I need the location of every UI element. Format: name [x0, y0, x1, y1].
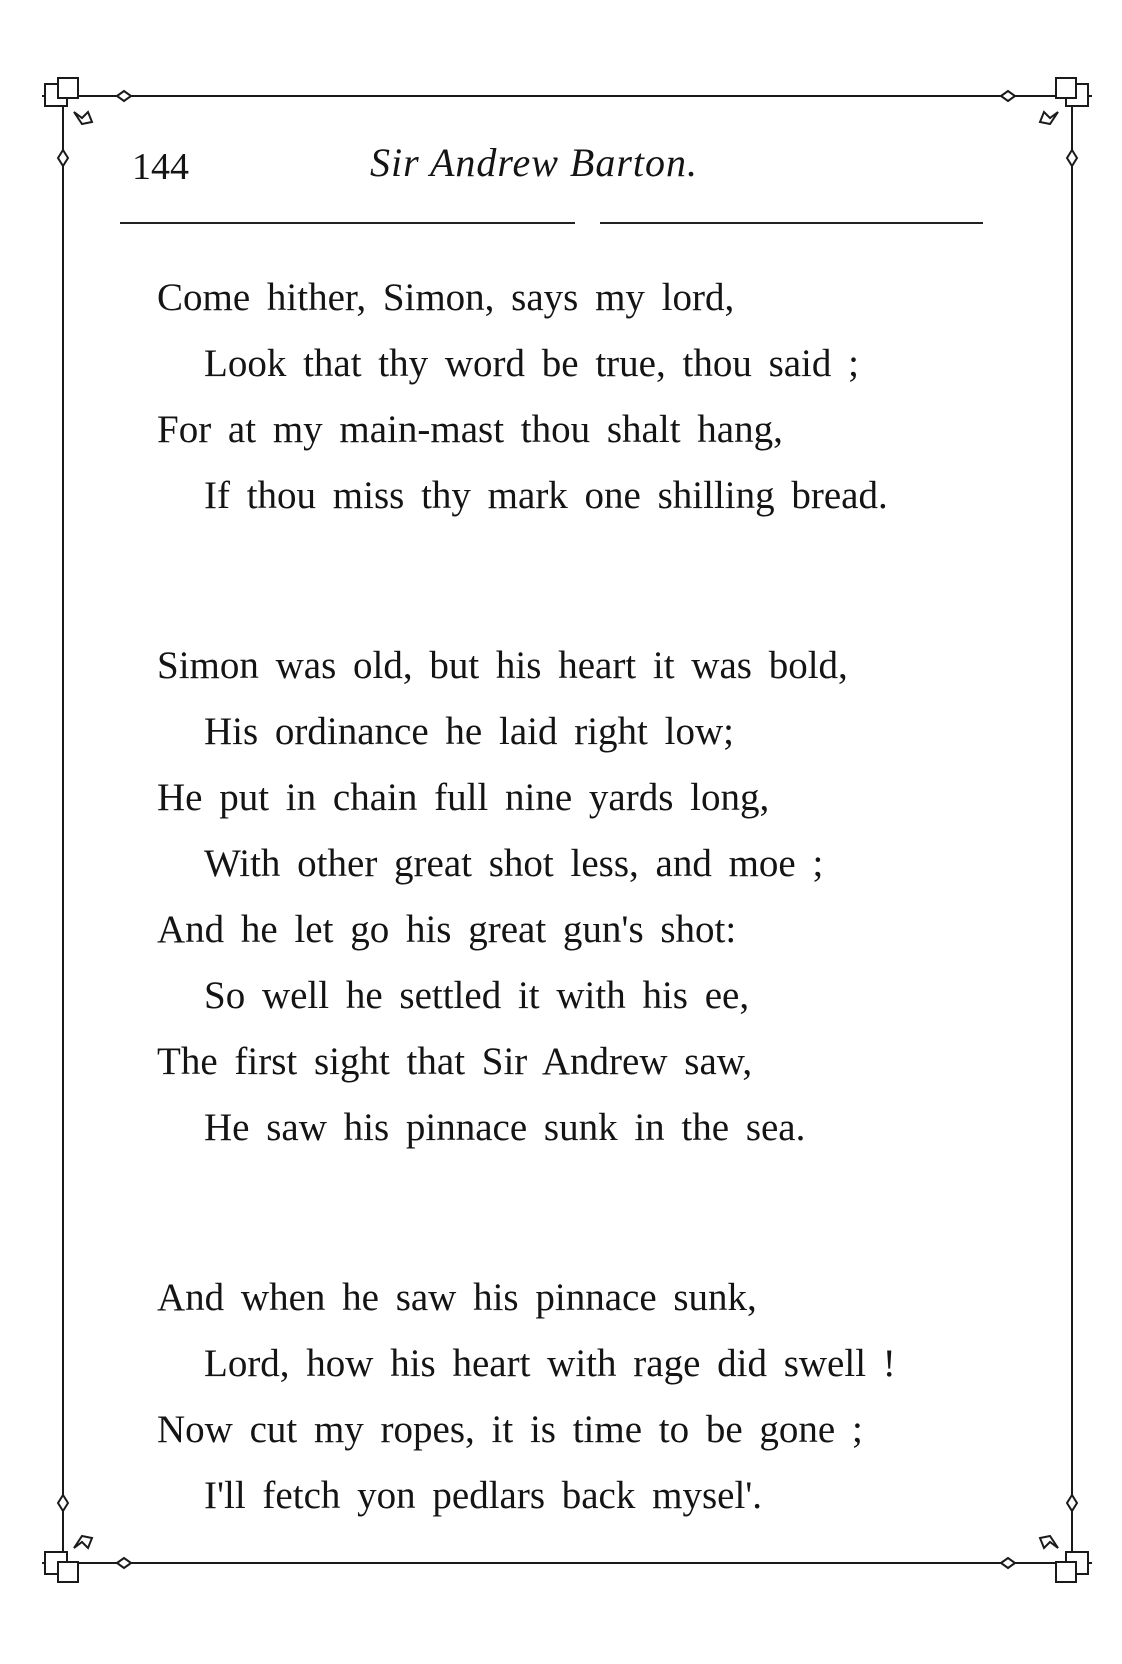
verse-line: Simon was old, but his heart it was bold, [157, 644, 848, 687]
corner-ornament-top-left [42, 78, 117, 150]
poem-body [157, 265, 1017, 1529]
verse-line: With other great shot less, and moe ; [204, 842, 824, 885]
stanza-gap [157, 529, 1017, 633]
verse-line: And when he saw his pinnace sunk, [157, 1276, 757, 1319]
verse-line: Lord, how his heart with rage did swell ! [204, 1342, 896, 1385]
verse-line: I'll fetch yon pedlars back mysel'. [204, 1474, 763, 1517]
stanza-gap [157, 1161, 1017, 1265]
stanza [157, 633, 1017, 1161]
corner-ornament-top-right [1015, 78, 1092, 150]
header-rule-left [120, 222, 575, 224]
header-rule-right [600, 222, 983, 224]
verse-line: For at my main-mast thou shalt hang, [157, 408, 783, 451]
verse-line: Look that thy word be true, thou said ; [204, 342, 859, 385]
verse-line: Now cut my ropes, it is time to be gone ; [157, 1408, 863, 1451]
running-title: Sir Andrew Barton. [370, 140, 699, 185]
page-number: 144 [132, 146, 189, 188]
stanza [157, 1265, 1017, 1529]
verse-line: He put in chain full nine yards long, [157, 776, 770, 819]
verse-line: So well he settled it with his ee, [204, 974, 750, 1017]
verse-line: Come hither, Simon, says my lord, [157, 276, 735, 319]
verse-line: If thou miss thy mark one shilling bread. [204, 474, 888, 517]
verse-line: And he let go his great gun's shot: [157, 908, 737, 951]
corner-ornament-bottom-right [1015, 1510, 1092, 1582]
corner-ornament-bottom-left [42, 1510, 117, 1582]
verse-line: He saw his pinnace sunk in the sea. [204, 1106, 806, 1149]
stanza [157, 265, 1017, 529]
verse-line: His ordinance he laid right low; [204, 710, 734, 753]
verse-line: The first sight that Sir Andrew saw, [157, 1040, 753, 1083]
